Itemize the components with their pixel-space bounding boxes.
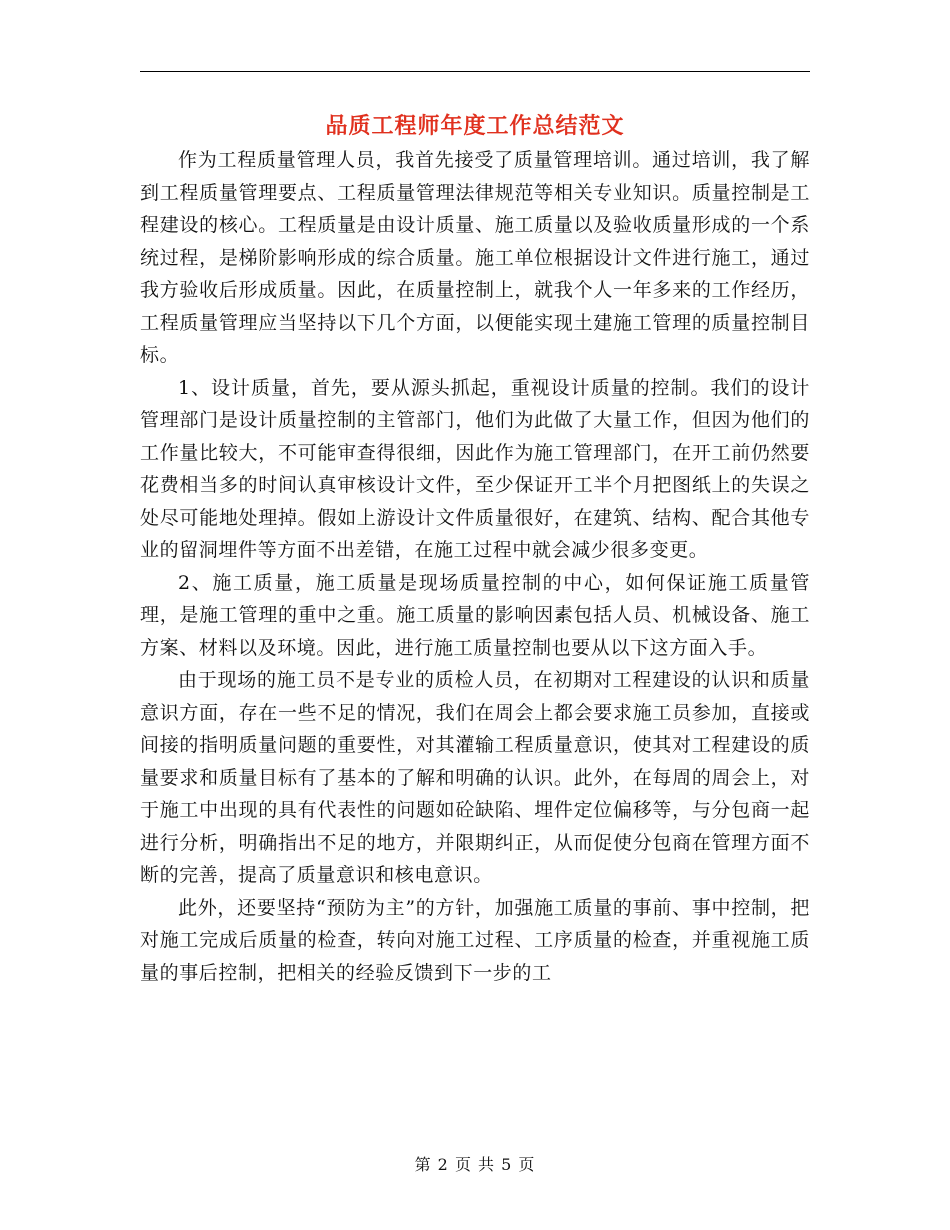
header-rule: [140, 71, 810, 72]
paragraph-intro: 作为工程质量管理人员，我首先接受了质量管理培训。通过培训，我了解到工程质量管理要点、工程质量管理法律规范等相关专业知识。质量控制是工程建设的核心。工程质量是由设计质量、施工质量以及验收质量形成的一个系统过程，是梯阶影响形成的综合质量。施工单位根据设计文件进行施工，通过我方验收后形成质量。因此，在质量控制上，就我个人一年多来的工作经历，工程质量管理应当坚持以下几个方面，以便能实现土建施工管理的质量控制目标。: [140, 149, 810, 366]
paragraph-prevention: 此外，还要坚持“预防为主”的方针，加强施工质量的事前、事中控制，把对施工完成后质量的检查，转向对施工过程、工序质量的检查，并重视施工质量的事后控制，把相关的经验反馈到下一步的工: [140, 896, 810, 984]
paragraph-quality-awareness: 由于现场的施工员不是专业的质检人员，在初期对工程建设的认识和质量意识方面，存在一些不足的情况，我们在周会上都会要求施工员参加，直接或间接的指明质量问题的重要性，对其灌输工程质量意识，使其对工程建设的质量要求和质量目标有了基本的了解和明确的认识。此外，在每周的周会上，对于施工中出现的具有代表性的问题如砼缺陷、埋件定位偏移等，与分包商一起进行分析，明确指出不足的地方，并限期纠正，从而促使分包商在管理方面不断的完善，提高了质量意识和核电意识。: [140, 669, 810, 886]
paragraph-construction-quality: 2、施工质量，施工质量是现场质量控制的中心，如何保证施工质量管理，是施工管理的重中之重。施工质量的影响因素包括人员、机械设备、施工方案、材料以及环境。因此，进行施工质量控制也要从以下这方面入手。: [140, 571, 810, 659]
document-title: 品质工程师年度工作总结范文: [325, 113, 625, 139]
page-number-footer: 第 2 页 共 5 页: [414, 1155, 536, 1174]
document-body: [140, 144, 810, 989]
paragraph-design-quality: 1、设计质量，首先，要从源头抓起，重视设计质量的控制。我们的设计管理部门是设计质量控制的主管部门，他们为此做了大量工作，但因为他们的工作量比较大，不可能审查得很细，因此作为施工管理部门，在开工前仍然要花费相当多的时间认真审核设计文件，至少保证开工半个月把图纸上的失误之处尽可能地处理掉。假如上游设计文件质量很好，在建筑、结构、配合其他专业的留洞埋件等方面不出差错，在施工过程中就会减少很多变更。: [140, 376, 810, 561]
